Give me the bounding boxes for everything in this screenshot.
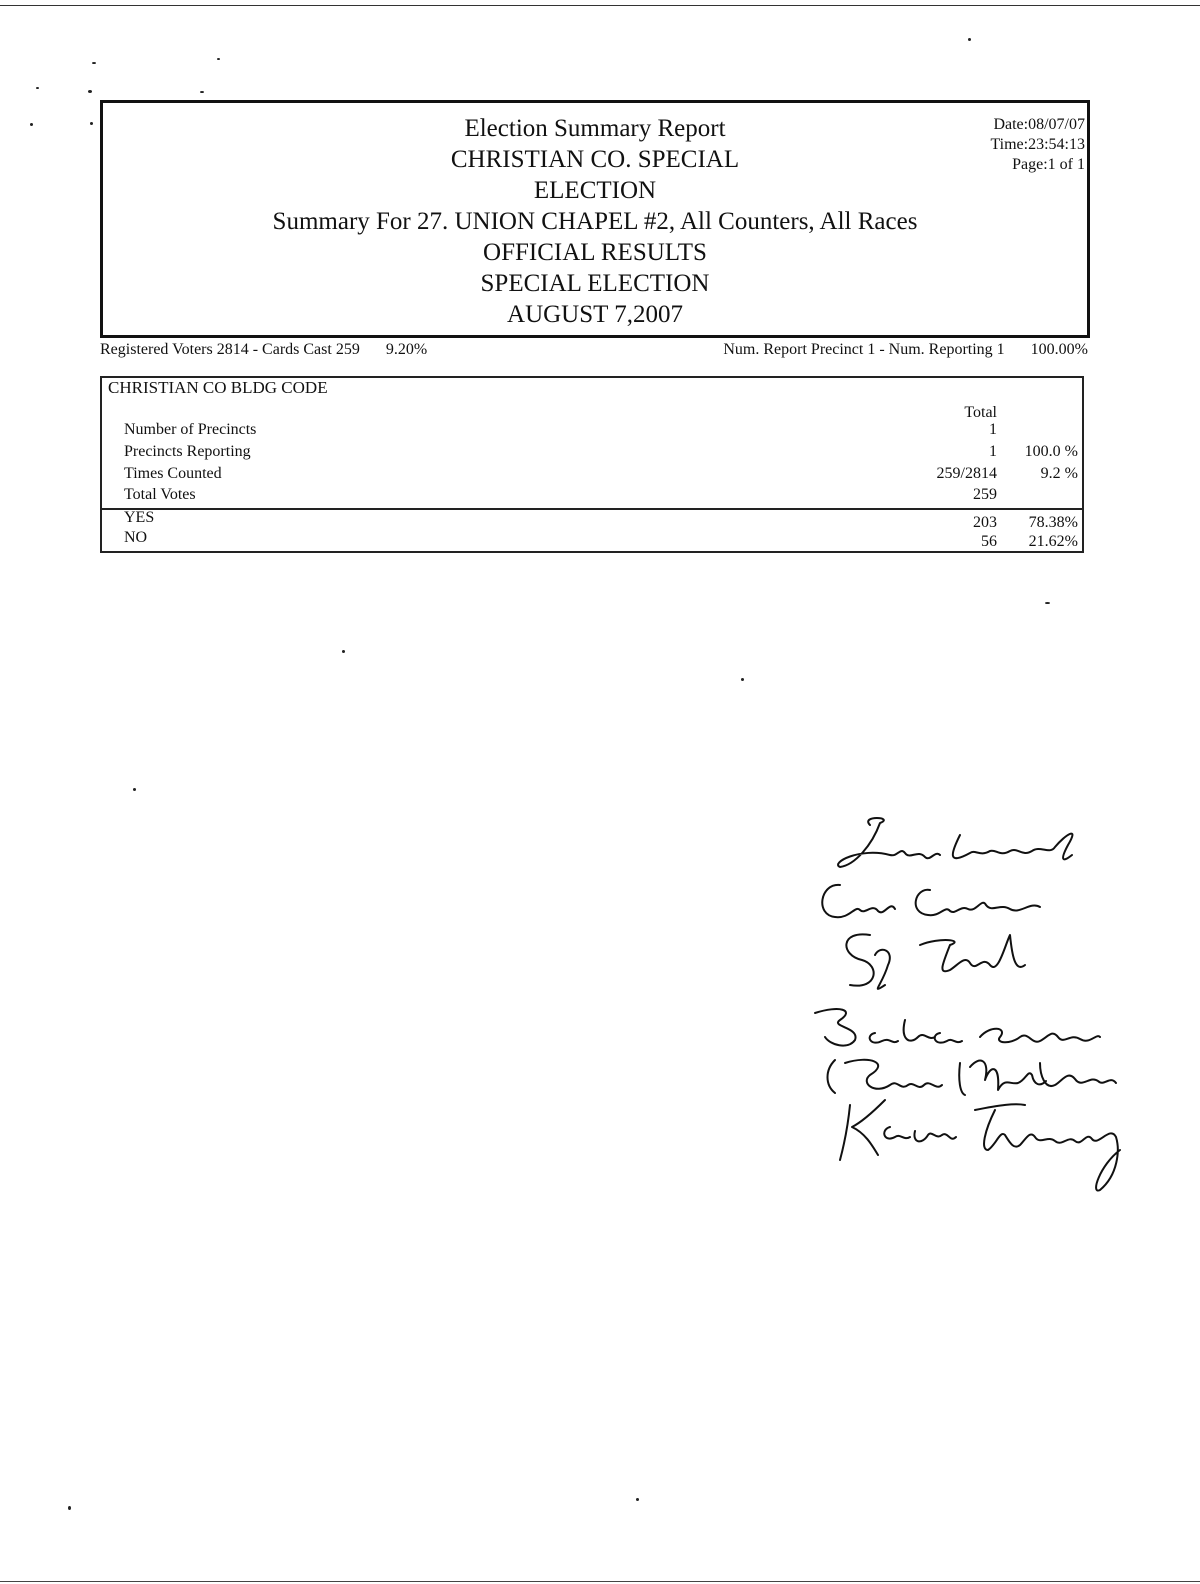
choices-divider	[102, 508, 1082, 510]
stat-label: Precincts Reporting	[124, 443, 251, 460]
precinct-reporting-text: Num. Report Precinct 1 - Num. Reporting 1	[723, 341, 1005, 358]
report-official-results: OFFICIAL RESULTS	[483, 239, 707, 266]
precinct-reporting-summary	[723, 341, 1088, 359]
scan-speck	[88, 90, 92, 93]
registered-voters-text: Registered Voters 2814 - Cards Cast 259	[100, 341, 360, 358]
choice-label: YES	[124, 509, 155, 526]
choice-label: NO	[124, 529, 148, 546]
scan-bottom-edge	[0, 1581, 1200, 1582]
report-date: Date:08/07/07	[993, 116, 1085, 133]
signature-karen-moody	[840, 1100, 1120, 1191]
scan-speck	[217, 58, 220, 60]
scan-speck	[30, 123, 33, 126]
stat-pct: 9.2 %	[1040, 465, 1078, 482]
scan-speck	[342, 650, 345, 653]
report-subtitle-line: CHRISTIAN CO. SPECIAL	[450, 146, 740, 173]
scan-speck	[90, 122, 93, 125]
report-time: Time:23:54:13	[990, 136, 1085, 153]
report-header-box	[100, 100, 1090, 338]
signature-barbara	[815, 1009, 1100, 1046]
signature-lisa-russell	[838, 818, 1072, 867]
scan-speck	[636, 1498, 639, 1501]
report-election-type: SPECIAL ELECTION	[480, 270, 710, 297]
scan-speck	[68, 1506, 71, 1510]
stat-total: 259/2814	[936, 465, 997, 482]
scan-speck	[968, 38, 971, 41]
scan-top-edge	[0, 5, 1200, 6]
choice-total: 203	[973, 514, 997, 531]
signatures-drawing	[800, 805, 1160, 1205]
choice-total: 56	[981, 533, 997, 550]
stat-total: 1	[989, 421, 997, 438]
scan-speck	[200, 91, 204, 93]
scan-speck	[36, 87, 39, 89]
report-title-block	[103, 113, 1087, 330]
scan-speck	[133, 788, 136, 791]
stat-pct: 100.0 %	[1024, 443, 1078, 460]
total-column-header: Total	[964, 404, 997, 421]
stat-label: Times Counted	[124, 465, 222, 482]
stat-total: 259	[973, 486, 997, 503]
race-results-box	[100, 376, 1084, 553]
signature-sky	[846, 934, 1025, 989]
report-meta	[990, 115, 1085, 175]
precinct-reporting-pct: 100.00%	[1030, 341, 1088, 358]
stat-label: Number of Precincts	[124, 421, 257, 438]
race-title: CHRISTIAN CO BLDG CODE	[108, 378, 328, 397]
stat-label: Total Votes	[124, 486, 196, 503]
choice-pct: 21.62%	[1028, 533, 1078, 550]
signature-carla	[822, 885, 1040, 917]
report-page: Page:1 of 1	[1012, 156, 1085, 173]
report-summary-for: Summary For 27. UNION CHAPEL #2, All Counters, All Races	[272, 208, 918, 235]
registered-voters-pct: 9.20%	[385, 341, 428, 358]
scan-speck	[741, 678, 744, 681]
choice-pct: 78.38%	[1028, 514, 1078, 531]
report-subtitle-line: ELECTION	[533, 177, 657, 204]
scan-speck	[1045, 602, 1050, 604]
signature-marian-matthew	[828, 1060, 1117, 1095]
report-election-date: AUGUST 7,2007	[507, 301, 683, 328]
report-title: Election Summary Report	[464, 115, 726, 142]
signature-block	[800, 805, 1160, 1205]
stat-total: 1	[989, 443, 997, 460]
registered-voters-summary	[100, 341, 427, 359]
scan-speck	[92, 62, 96, 64]
